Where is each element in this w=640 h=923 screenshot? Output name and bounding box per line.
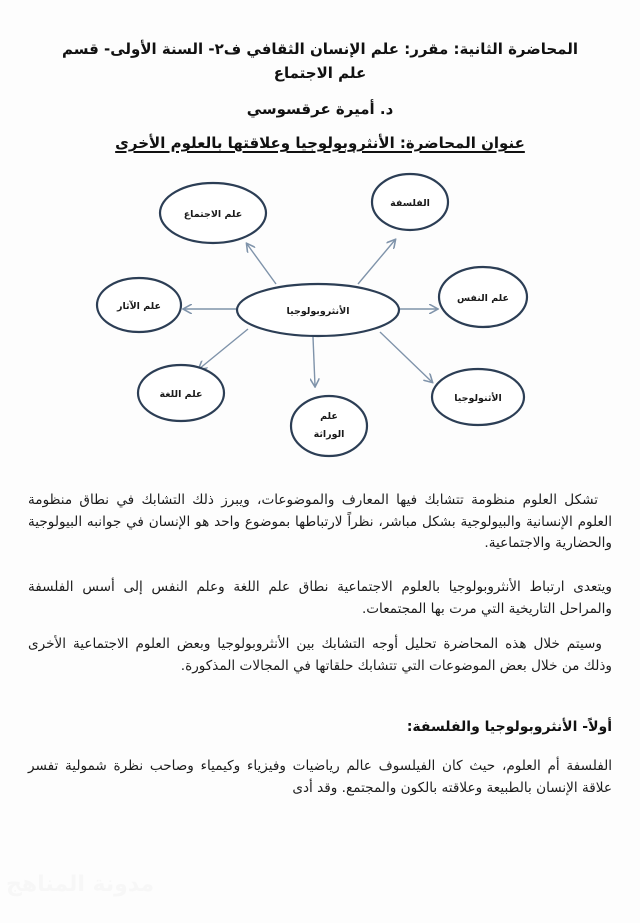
node-archaeology xyxy=(97,278,181,332)
paragraph-relation xyxy=(28,577,612,620)
node-psychology-label: علم النفس xyxy=(456,293,510,304)
lecture-title xyxy=(60,131,580,155)
author-name: د. أميرة عرقسوسي xyxy=(246,100,394,118)
node-sociology xyxy=(160,183,266,243)
node-philosophy xyxy=(372,174,448,230)
arrow-to-sociology xyxy=(247,244,276,284)
paragraph-intro-text: تشكل العلوم منظومة تتشابك فيها المعارف والموضوعات، ويبرز ذلك التشابك في نطاق منظومة العلوم الإنسانية والبيولوجية بشكل مباشر، نظراً لارتباطها بموضوع واحد هو الإنسان في جوانبه البيولوجية والحضارية والاجتماعية. xyxy=(28,492,612,551)
course-line: المحاضرة الثانية: مقرر: علم الإنسان الثقافي ف٢- السنة الأولى- قسم علم الاجتماع xyxy=(61,40,579,82)
lecture-title-text: عنوان المحاضرة: الأنثروبولوجيا وعلاقتها بالعلوم الأخرى xyxy=(115,134,525,152)
section-heading-philosophy: أولاً- الأنثروبولوجيا والفلسفة: xyxy=(406,719,612,735)
arrow-to-philosophy xyxy=(358,240,395,284)
paragraph-relation-text: ويتعدى ارتباط الأنثروبولوجيا بالعلوم الاجتماعية نطاق علم اللغة وعلم النفس إلى أسس الفلسفة والمراحل التاريخية التي مرت بها المجتمعات. xyxy=(28,579,612,617)
node-genetics xyxy=(291,396,367,456)
node-genetics-label-2: الوراثة xyxy=(313,429,345,440)
node-sociology-label: علم الاجتماع xyxy=(183,209,243,220)
node-anthropology-label: الأنثروبولوجيا xyxy=(286,306,350,317)
paragraph-philosophy xyxy=(28,756,612,799)
paragraph-lecture-plan-text: وسيتم خلال هذه المحاضرة تحليل أوجه التشابك بين الأنثروبولوجيا وبعض العلوم الاجتماعية الأخرى وذلك من خلال بعض الموضوعات التي تتشابك حلقاتها في المجالات المذكورة. xyxy=(28,636,612,674)
paragraph-lecture-plan xyxy=(28,634,612,677)
node-linguistics-label: علم اللغة xyxy=(159,389,203,400)
arrow-to-genetics xyxy=(313,337,315,386)
watermark: مدونة المناهج xyxy=(6,872,155,897)
node-ethnology xyxy=(432,369,524,425)
node-philosophy-label: الفلسفة xyxy=(390,198,430,209)
node-archaeology-label: علم الآثار xyxy=(116,301,162,312)
node-psychology xyxy=(439,267,527,327)
concept-diagram xyxy=(0,170,640,470)
node-linguistics xyxy=(138,365,224,421)
node-genetics-label-1: علم xyxy=(320,411,338,422)
paragraph-philosophy-text: الفلسفة أم العلوم، حيث كان الفيلسوف عالم رياضيات وفيزياء وكيمياء وصاحب نظرة شمولية تفسر علاقة الإنسان بالطبيعة وعلاقته بالكون والمجتمع. وقد أدى xyxy=(28,758,612,796)
paragraph-intro xyxy=(28,490,612,555)
node-anthropology xyxy=(237,284,399,336)
arrow-to-ethnology xyxy=(380,332,432,382)
arrow-to-linguistics xyxy=(199,329,248,369)
node-ethnology-label: الأثنولوجيا xyxy=(454,393,502,404)
